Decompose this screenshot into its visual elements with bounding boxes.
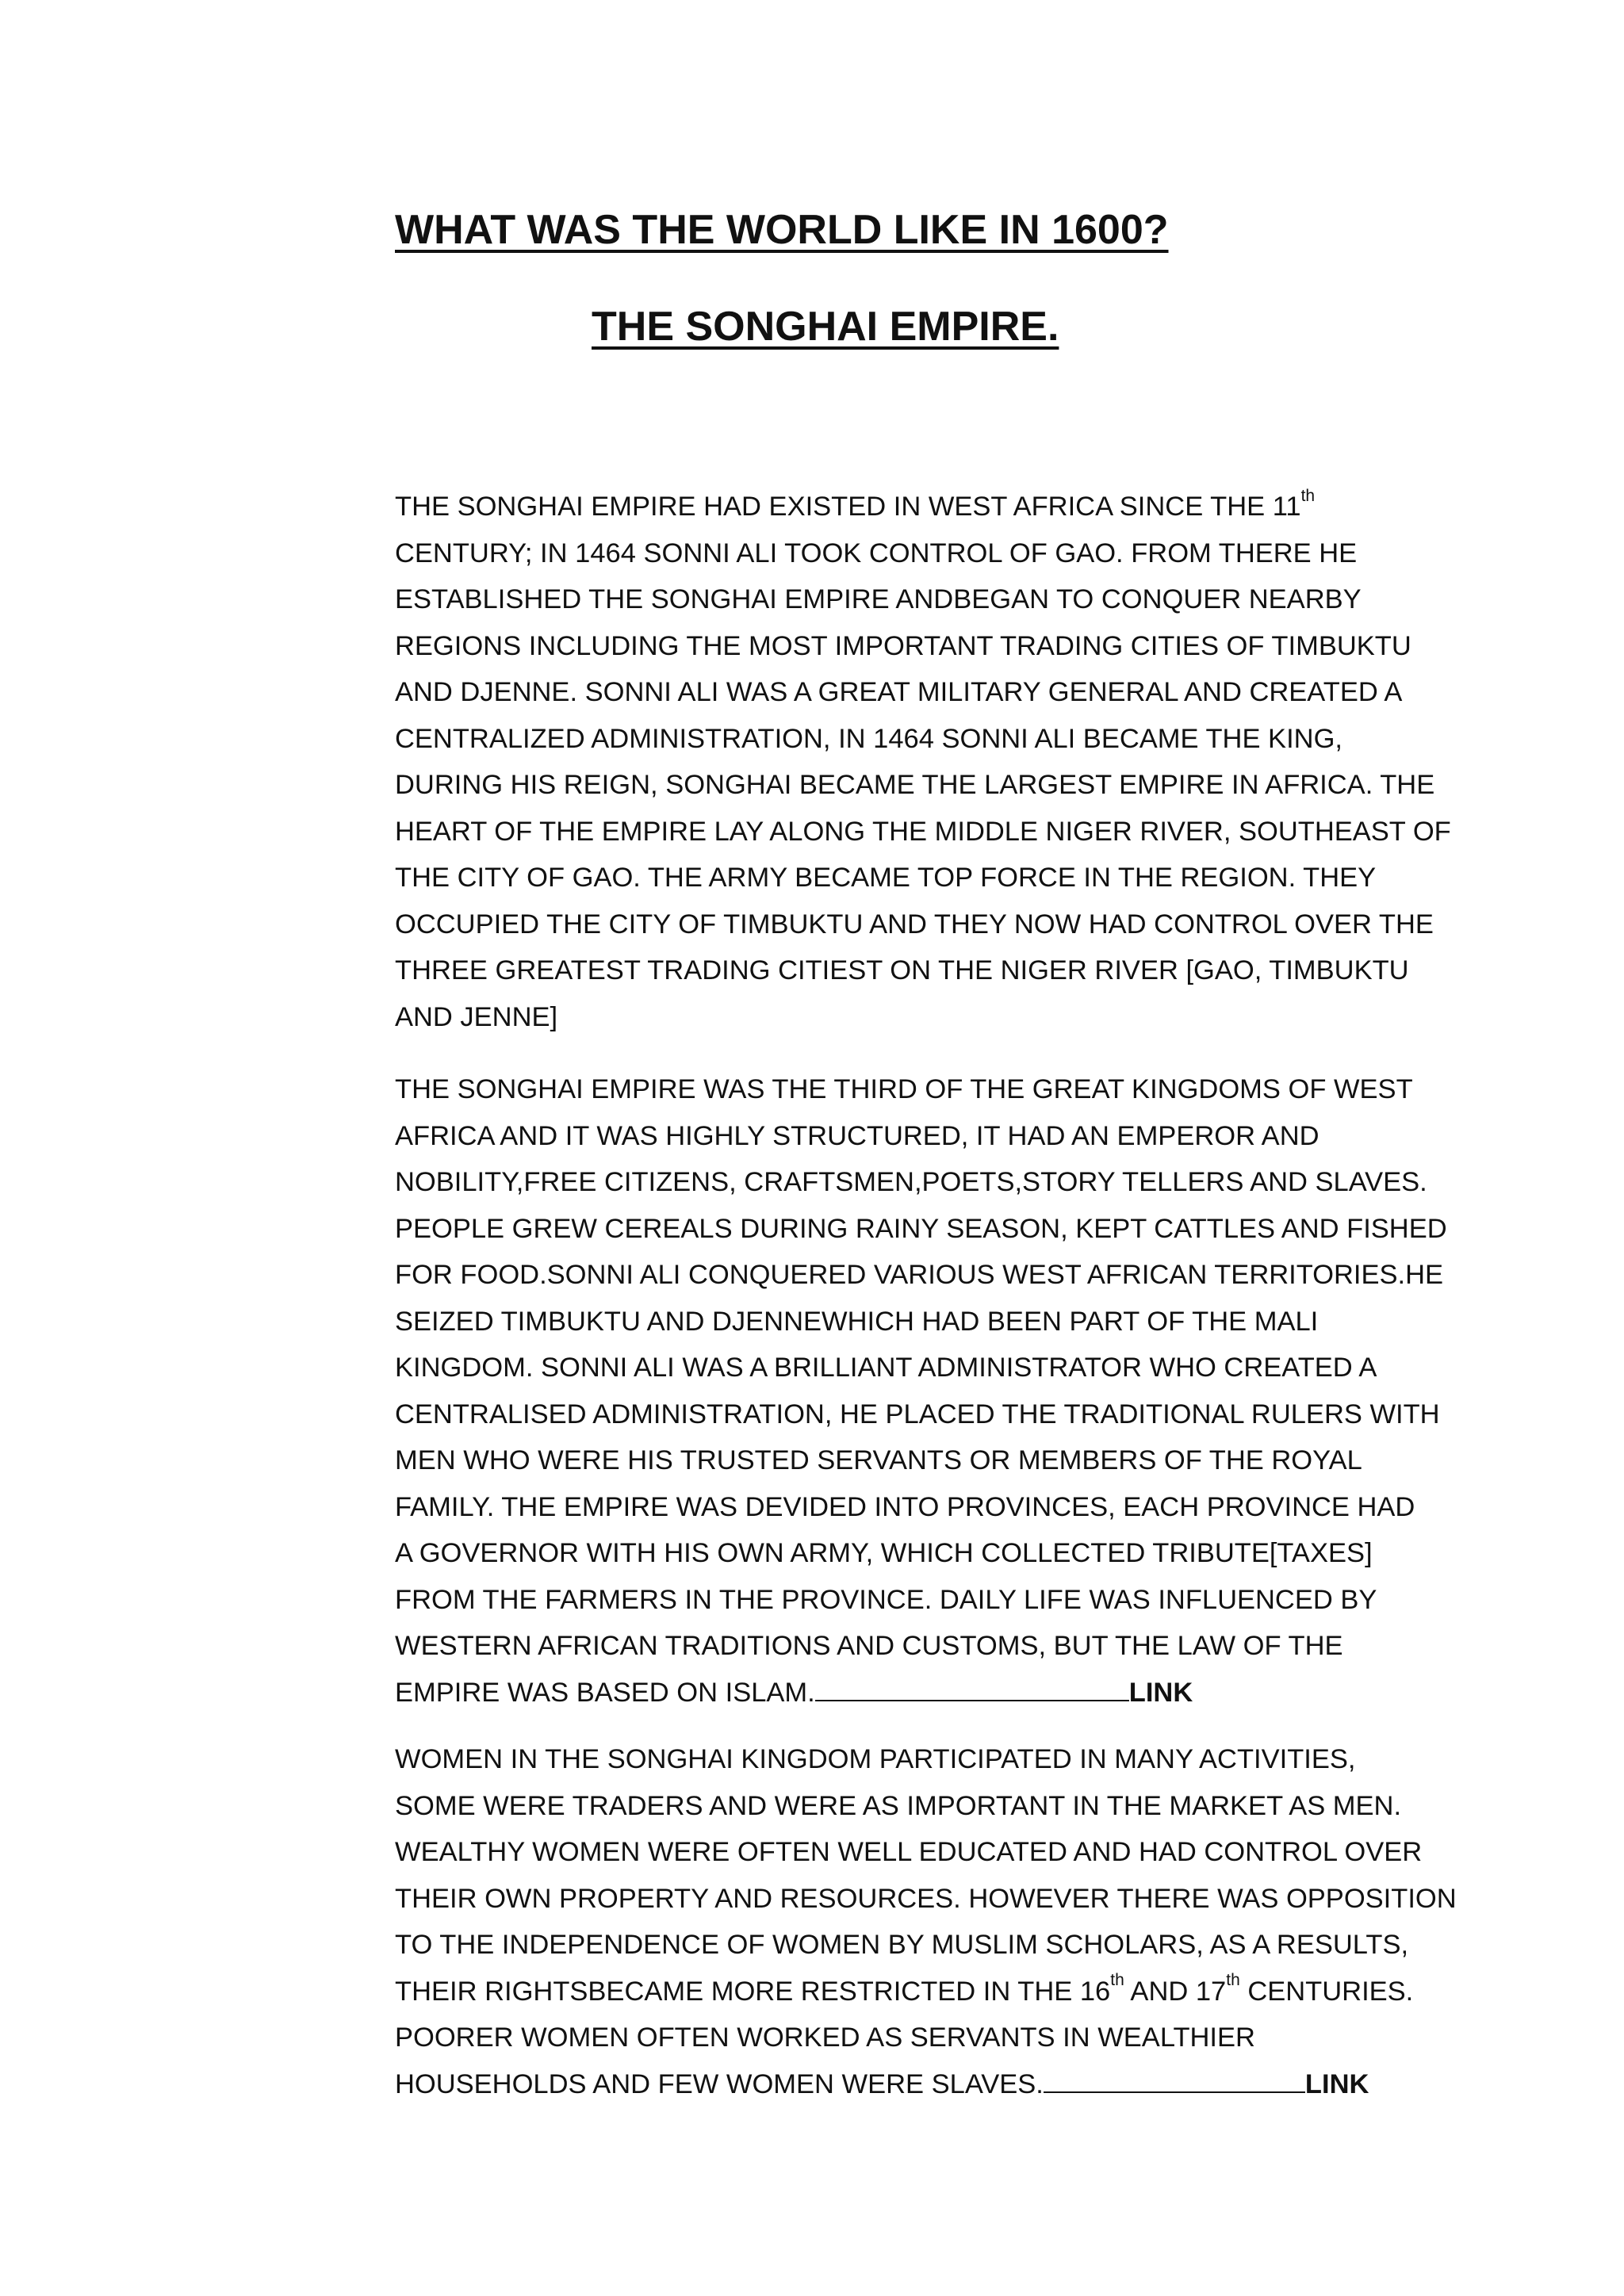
paragraph-line — [395, 1670, 1450, 1716]
paragraph-line — [395, 2061, 1450, 2108]
paragraph-line: FOR FOOD.SONNI ALI CONQUERED VARIOUS WEST AFRICAN TERRITORIES.HE — [395, 1260, 1444, 1290]
paragraph-line: SEIZED TIMBUKTU AND DJENNEWHICH HAD BEEN PART OF THE MALI — [395, 1306, 1319, 1337]
paragraph-line: HEART OF THE EMPIRE LAY ALONG THE MIDDLE NIGER RIVER, SOUTHEAST OF — [395, 816, 1451, 847]
paragraph-line: MEN WHO WERE HIS TRUSTED SERVANTS OR MEMBERS OF THE ROYAL — [395, 1445, 1362, 1475]
line-text: AND 17 — [1124, 1976, 1227, 2007]
page-title: WHAT WAS THE WORLD LIKE IN 1600? — [395, 207, 1169, 253]
paragraph-line: AFRICA AND IT WAS HIGHLY STRUCTURED, IT HAD AN EMPEROR AND — [395, 1120, 1320, 1151]
line-text: THE SONGHAI EMPIRE HAD EXISTED IN WEST AFRICA SINCE THE 11 — [395, 492, 1301, 522]
paragraph-line: CENTRALISED ADMINISTRATION, HE PLACED THE TRADITIONAL RULERS WITH — [395, 1399, 1440, 1429]
paragraph-line: AND JENNE] — [395, 1001, 558, 1032]
line-text: THEIR RIGHTSBECAME MORE RESTRICTED IN THE 16 — [395, 1976, 1111, 2007]
paragraph-structure — [395, 1066, 1450, 1716]
ordinal-suffix: th — [1226, 1971, 1240, 1989]
paragraph-line: POORER WOMEN OFTEN WORKED AS SERVANTS IN WEALTHIER — [395, 2022, 1255, 2053]
paragraph-line: CENTURY; IN 1464 SONNI ALI TOOK CONTROL OF GAO. FROM THERE HE — [395, 538, 1358, 568]
paragraph-line: FAMILY. THE EMPIRE WAS DEVIDED INTO PROVINCES, EACH PROVINCE HAD — [395, 1491, 1415, 1522]
paragraph-line: PEOPLE GREW CEREALS DURING RAINY SEASON, KEPT CATTLES AND FISHED — [395, 1213, 1447, 1244]
paragraph-line: OCCUPIED THE CITY OF TIMBUKTU AND THEY NOW HAD CONTROL OVER THE — [395, 909, 1434, 939]
paragraph-line: A GOVERNOR WITH HIS OWN ARMY, WHICH COLLECTED TRIBUTE[TAXES] — [395, 1538, 1373, 1568]
paragraph-line: WOMEN IN THE SONGHAI KINGDOM PARTICIPATED IN MANY ACTIVITIES, — [395, 1744, 1356, 1774]
line-text: HOUSEHOLDS AND FEW WOMEN WERE SLAVES. — [395, 2068, 1044, 2099]
line-text: EMPIRE WAS BASED ON ISLAM. — [395, 1677, 815, 1708]
link-label[interactable]: LINK — [1304, 2068, 1369, 2099]
fill-in-blank — [815, 1676, 1129, 1701]
page-subtitle: THE SONGHAI EMPIRE. — [592, 304, 1059, 350]
paragraph-line: KINGDOM. SONNI ALI WAS A BRILLIANT ADMINISTRATOR WHO CREATED A — [395, 1353, 1377, 1383]
paragraph-line: CENTRALIZED ADMINISTRATION, IN 1464 SONNI ALI BECAME THE KING, — [395, 723, 1342, 754]
paragraph-line: WEALTHY WOMEN WERE OFTEN WELL EDUCATED AND HAD CONTROL OVER — [395, 1837, 1423, 1867]
paragraph-line: SOME WERE TRADERS AND WERE AS IMPORTANT IN THE MARKET AS MEN. — [395, 1790, 1402, 1821]
paragraph-line: DURING HIS REIGN, SONGHAI BECAME THE LARGEST EMPIRE IN AFRICA. THE — [395, 770, 1435, 800]
ordinal-suffix: th — [1300, 486, 1316, 505]
paragraph-line: THREE GREATEST TRADING CITIEST ON THE NIGER RIVER [GAO, TIMBUKTU — [395, 955, 1409, 985]
paragraph-line: THE SONGHAI EMPIRE WAS THE THIRD OF THE GREAT KINGDOMS OF WEST — [395, 1074, 1413, 1104]
paragraph-line: WESTERN AFRICAN TRADITIONS AND CUSTOMS, BUT THE LAW OF THE — [395, 1631, 1343, 1661]
paragraph-line: REGIONS INCLUDING THE MOST IMPORTANT TRADING CITIES OF TIMBUKTU — [395, 630, 1411, 661]
paragraph-line: THEIR OWN PROPERTY AND RESOURCES. HOWEVER THERE WAS OPPOSITION — [395, 1883, 1457, 1914]
paragraph-line: THE CITY OF GAO. THE ARMY BECAME TOP FORCE IN THE REGION. THEY — [395, 863, 1377, 893]
paragraph-line — [395, 1969, 1450, 2015]
fill-in-blank — [1044, 2068, 1305, 2093]
paragraph-line: TO THE INDEPENDENCE OF WOMEN BY MUSLIM SCHOLARS, AS A RESULTS, — [395, 1930, 1409, 1960]
paragraph-origins — [395, 484, 1450, 1040]
paragraph-line: AND DJENNE. SONNI ALI WAS A GREAT MILITARY GENERAL AND CREATED A — [395, 677, 1403, 707]
paragraph-line: NOBILITY,FREE CITIZENS, CRAFTSMEN,POETS,STORY TELLERS AND SLAVES. — [395, 1167, 1427, 1197]
paragraph-line: ESTABLISHED THE SONGHAI EMPIRE ANDBEGAN TO CONQUER NEARBY — [395, 584, 1362, 614]
paragraph-line — [395, 484, 1450, 530]
ordinal-suffix: th — [1110, 1971, 1124, 1989]
line-text: CENTURIES. — [1239, 1976, 1414, 2007]
link-label[interactable]: LINK — [1128, 1677, 1193, 1708]
paragraph-line: FROM THE FARMERS IN THE PROVINCE. DAILY LIFE WAS INFLUENCED BY — [395, 1584, 1377, 1615]
paragraph-women — [395, 1736, 1457, 2107]
